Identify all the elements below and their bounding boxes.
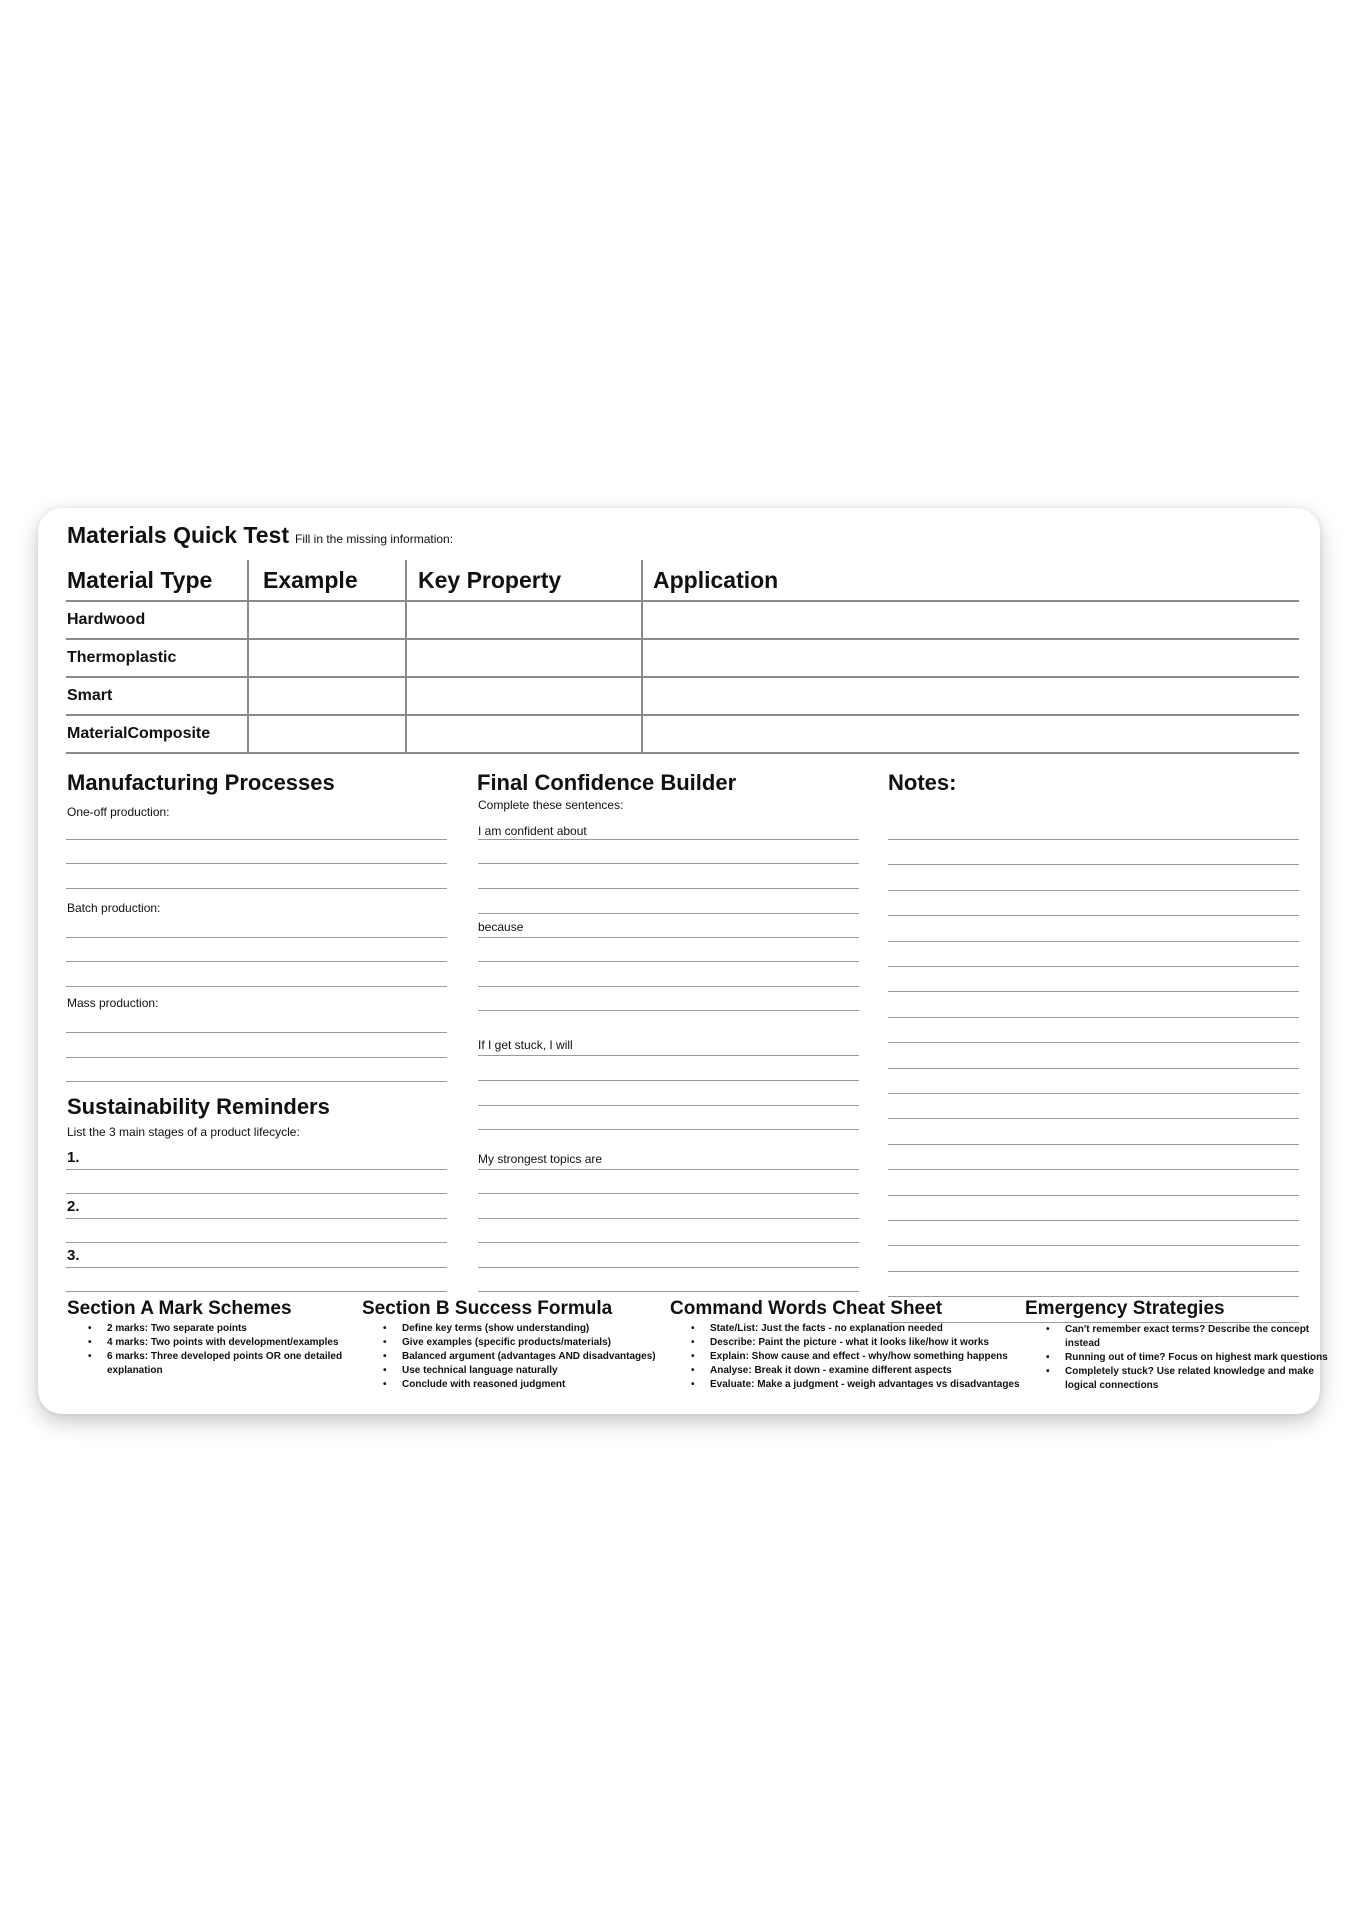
notes-title: Notes: xyxy=(888,770,957,795)
footer-title-section-b: Section B Success Formula xyxy=(362,1298,613,1319)
sustainability-title: Sustainability Reminders xyxy=(67,1094,330,1119)
writing-line[interactable] xyxy=(888,1017,1299,1018)
writing-line[interactable] xyxy=(478,839,859,840)
confidence-prompt: My strongest topics are xyxy=(478,1152,603,1166)
footer-item: • Use technical language naturally xyxy=(402,1364,692,1378)
footer-item: • Balanced argument (advantages AND disadvantages) xyxy=(402,1350,692,1364)
footer-list-emergency xyxy=(1045,1323,1340,1393)
manufacturing-label-mass: Mass production: xyxy=(67,996,159,1010)
footer-list-section-b xyxy=(382,1322,692,1392)
writing-line[interactable] xyxy=(888,839,1299,840)
writing-line[interactable] xyxy=(888,1144,1299,1145)
writing-line[interactable] xyxy=(478,961,859,962)
writing-line[interactable] xyxy=(66,986,447,987)
footer-title-command-words: Command Words Cheat Sheet xyxy=(670,1298,943,1319)
writing-line[interactable] xyxy=(888,991,1299,992)
footer-list-command-words xyxy=(690,1322,1070,1392)
writing-line[interactable] xyxy=(66,1242,447,1243)
table-header-key-property: Key Property xyxy=(418,567,562,593)
writing-line[interactable] xyxy=(478,1218,859,1219)
footer-title-emergency: Emergency Strategies xyxy=(1025,1298,1225,1319)
writing-line[interactable] xyxy=(888,1068,1299,1069)
footer-item: • Can't remember exact terms? Describe the concept instead xyxy=(1065,1323,1340,1351)
writing-line[interactable] xyxy=(66,1193,447,1194)
footer-item: • 2 marks: Two separate points xyxy=(107,1322,362,1336)
footer-item: • Explain: Show cause and effect - why/how something happens xyxy=(710,1350,1070,1364)
sustainability-subtitle: List the 3 main stages of a product lifecycle: xyxy=(67,1125,300,1139)
table-row-label: Smart xyxy=(67,687,113,704)
writing-line[interactable] xyxy=(888,1220,1299,1221)
footer-item: • Define key terms (show understanding) xyxy=(402,1322,692,1336)
writing-line[interactable] xyxy=(888,1245,1299,1246)
writing-line[interactable] xyxy=(888,915,1299,916)
writing-line[interactable] xyxy=(66,1291,447,1292)
table-divider xyxy=(247,560,249,754)
writing-line[interactable] xyxy=(478,1080,859,1081)
writing-line[interactable] xyxy=(888,1195,1299,1196)
footer-item: • 4 marks: Two points with development/examples xyxy=(107,1336,362,1350)
writing-line[interactable] xyxy=(478,1193,859,1194)
table-rule xyxy=(66,638,1299,640)
manufacturing-label-batch: Batch production: xyxy=(67,901,161,915)
footer-title-section-a: Section A Mark Schemes xyxy=(67,1298,292,1319)
writing-line[interactable] xyxy=(888,1093,1299,1094)
writing-line[interactable] xyxy=(66,1267,447,1268)
confidence-subtitle: Complete these sentences: xyxy=(478,798,624,812)
writing-line[interactable] xyxy=(66,1169,447,1170)
materials-title-line xyxy=(67,522,453,549)
writing-line[interactable] xyxy=(66,888,447,889)
writing-line[interactable] xyxy=(66,961,447,962)
footer-item: • Analyse: Break it down - examine different aspects xyxy=(710,1364,1070,1378)
writing-line[interactable] xyxy=(888,966,1299,967)
footer-item: • Give examples (specific products/materials) xyxy=(402,1336,692,1350)
lifecycle-number: 3. xyxy=(67,1247,80,1264)
writing-line[interactable] xyxy=(478,986,859,987)
table-rule xyxy=(66,752,1299,754)
confidence-prompt: If I get stuck, I will xyxy=(478,1038,573,1052)
manufacturing-label-one-off: One-off production: xyxy=(67,805,170,819)
writing-line[interactable] xyxy=(66,1032,447,1033)
writing-line[interactable] xyxy=(478,913,859,914)
writing-line[interactable] xyxy=(888,890,1299,891)
footer-item: • Describe: Paint the picture - what it looks like/how it works xyxy=(710,1336,1070,1350)
writing-line[interactable] xyxy=(888,1271,1299,1272)
table-row-label: MaterialComposite xyxy=(67,725,211,742)
footer-item: • Running out of time? Focus on highest mark questions xyxy=(1065,1351,1340,1365)
table-rule xyxy=(66,676,1299,678)
writing-line[interactable] xyxy=(478,1169,859,1170)
manufacturing-title: Manufacturing Processes xyxy=(67,770,335,795)
writing-line[interactable] xyxy=(66,937,447,938)
writing-line[interactable] xyxy=(478,1129,859,1130)
table-divider xyxy=(405,560,407,754)
writing-line[interactable] xyxy=(888,1118,1299,1119)
table-header-material-type: Material Type xyxy=(67,567,213,593)
table-rule xyxy=(66,600,1299,602)
writing-line[interactable] xyxy=(478,863,859,864)
materials-title: Materials Quick Test xyxy=(67,522,289,548)
lifecycle-number: 1. xyxy=(67,1149,80,1166)
table-divider xyxy=(641,560,643,754)
footer-item: • 6 marks: Three developed points OR one detailed explanation xyxy=(107,1350,362,1378)
lifecycle-number: 2. xyxy=(67,1198,80,1215)
table-rule xyxy=(66,714,1299,716)
writing-line[interactable] xyxy=(478,1242,859,1243)
materials-subtitle: Fill in the missing information: xyxy=(295,532,454,546)
confidence-title: Final Confidence Builder xyxy=(477,770,737,795)
writing-line[interactable] xyxy=(888,864,1299,865)
writing-line[interactable] xyxy=(478,1267,859,1268)
table-row-label: Thermoplastic xyxy=(67,649,177,666)
writing-line[interactable] xyxy=(478,888,859,889)
writing-line[interactable] xyxy=(478,1291,859,1292)
writing-line[interactable] xyxy=(478,1105,859,1106)
writing-line[interactable] xyxy=(478,1010,859,1011)
table-row-label: Hardwood xyxy=(67,611,146,628)
writing-line[interactable] xyxy=(888,1169,1299,1170)
footer-item: • State/List: Just the facts - no explanation needed xyxy=(710,1322,1070,1336)
worksheet-card xyxy=(38,508,1328,1414)
table-header-example: Example xyxy=(263,567,358,593)
footer-item: • Completely stuck? Use related knowledge and make logical connections xyxy=(1065,1365,1340,1393)
confidence-prompt: I am confident about xyxy=(478,824,587,838)
writing-line[interactable] xyxy=(66,1218,447,1219)
footer-list-section-a xyxy=(87,1322,362,1378)
footer-item: • Evaluate: Make a judgment - weigh advantages vs disadvantages xyxy=(710,1378,1070,1392)
writing-line[interactable] xyxy=(888,941,1299,942)
writing-line[interactable] xyxy=(66,1057,447,1058)
writing-line[interactable] xyxy=(66,863,447,864)
writing-line[interactable] xyxy=(478,1055,859,1056)
confidence-prompt: because xyxy=(478,920,524,934)
footer-item: • Conclude with reasoned judgment xyxy=(402,1378,692,1392)
writing-line[interactable] xyxy=(66,839,447,840)
writing-line[interactable] xyxy=(888,1296,1299,1297)
writing-line[interactable] xyxy=(66,1081,447,1082)
writing-line[interactable] xyxy=(478,937,859,938)
table-header-application: Application xyxy=(653,567,779,593)
writing-line[interactable] xyxy=(888,1042,1299,1043)
